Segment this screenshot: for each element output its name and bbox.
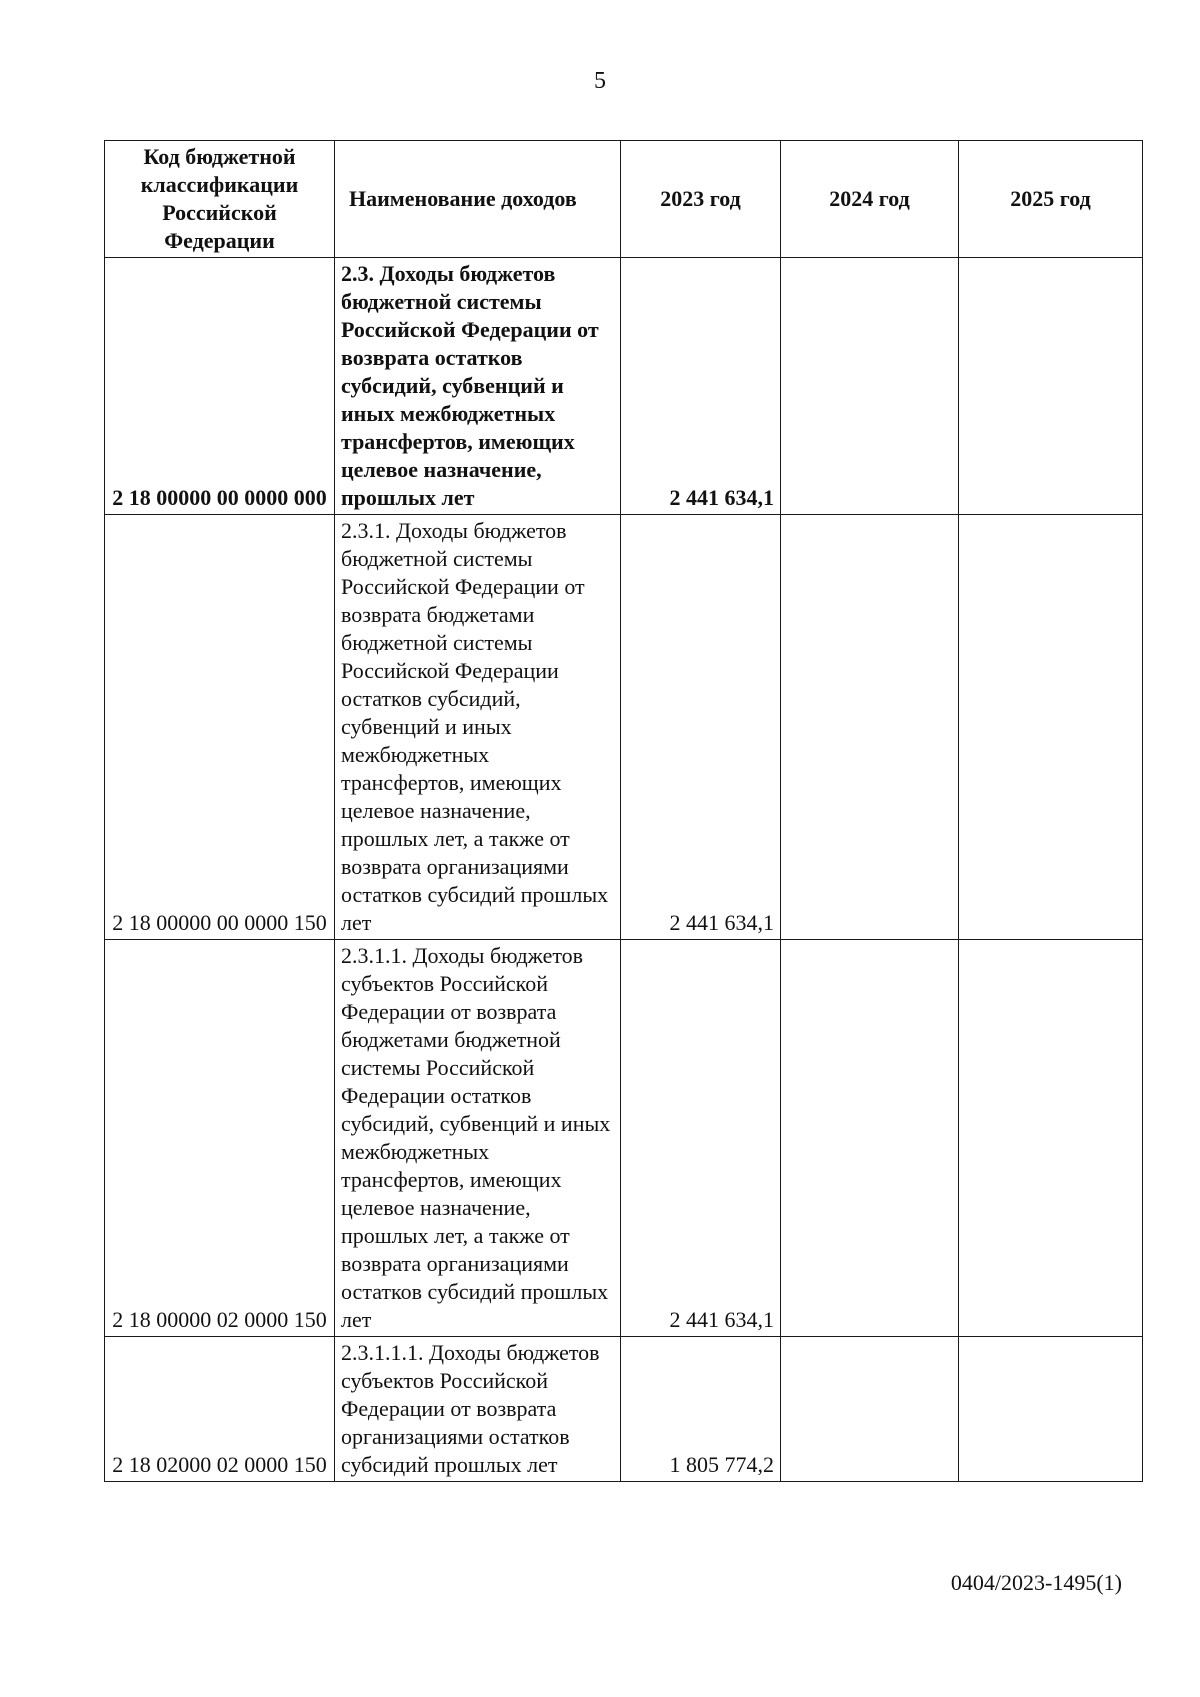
header-2025: 2025 год	[959, 141, 1143, 258]
row-code: 2 18 00000 00 0000 000	[105, 258, 335, 515]
row-name: 2.3.1.1. Доходы бюджетов субъектов Российской Федерации от возврата бюджетами бюджетной системы Российской Федерации остатков субсидий, субвенций и иных межбюджетных трансфертов, имеющих целевое назначение, прошлых лет, а также от возврата организациями остатков субсидий прошлых лет	[335, 940, 621, 1337]
header-row	[105, 141, 1143, 258]
table-row	[105, 258, 1143, 515]
table-header	[105, 141, 1143, 258]
table-body	[105, 258, 1143, 1482]
row-value-2024	[781, 258, 959, 515]
document-number: 0404/2023-1495(1)	[950, 1570, 1122, 1595]
row-value-2023: 2 441 634,1	[621, 515, 781, 940]
header-2024: 2024 год	[781, 141, 959, 258]
row-name: 2.3.1.1.1. Доходы бюджетов субъектов Российской Федерации от возврата организациями остатков субсидий прошлых лет	[335, 1337, 621, 1482]
row-code: 2 18 00000 02 0000 150	[105, 940, 335, 1337]
header-name: Наименование доходов	[335, 141, 621, 258]
row-code: 2 18 00000 00 0000 150	[105, 515, 335, 940]
row-value-2024	[781, 515, 959, 940]
row-value-2023: 1 805 774,2	[621, 1337, 781, 1482]
revenue-table	[104, 140, 1143, 1482]
row-value-2023: 2 441 634,1	[621, 940, 781, 1337]
row-name: 2.3.1. Доходы бюджетов бюджетной системы Российской Федерации от возврата бюджетами бюджетной системы Российской Федерации остатков субсидий, субвенций и иных межбюджетных трансфертов, имеющих целевое назначение, прошлых лет, а также от возврата организациями остатков субсидий прошлых лет	[335, 515, 621, 940]
header-code: Код бюджетной классификации Российской Федерации	[105, 141, 335, 258]
row-value-2025	[959, 1337, 1143, 1482]
row-value-2025	[959, 258, 1143, 515]
row-name: 2.3. Доходы бюджетов бюджетной системы Российской Федерации от возврата остатков субсидий, субвенций и иных межбюджетных трансфертов, имеющих целевое назначение, прошлых лет	[335, 258, 621, 515]
table-row	[105, 940, 1143, 1337]
row-value-2023: 2 441 634,1	[621, 258, 781, 515]
table-row	[105, 515, 1143, 940]
row-value-2024	[781, 940, 959, 1337]
row-code: 2 18 02000 02 0000 150	[105, 1337, 335, 1482]
page-number: 5	[594, 68, 606, 94]
header-2023: 2023 год	[621, 141, 781, 258]
row-value-2025	[959, 940, 1143, 1337]
row-value-2024	[781, 1337, 959, 1482]
table-row	[105, 1337, 1143, 1482]
row-value-2025	[959, 515, 1143, 940]
